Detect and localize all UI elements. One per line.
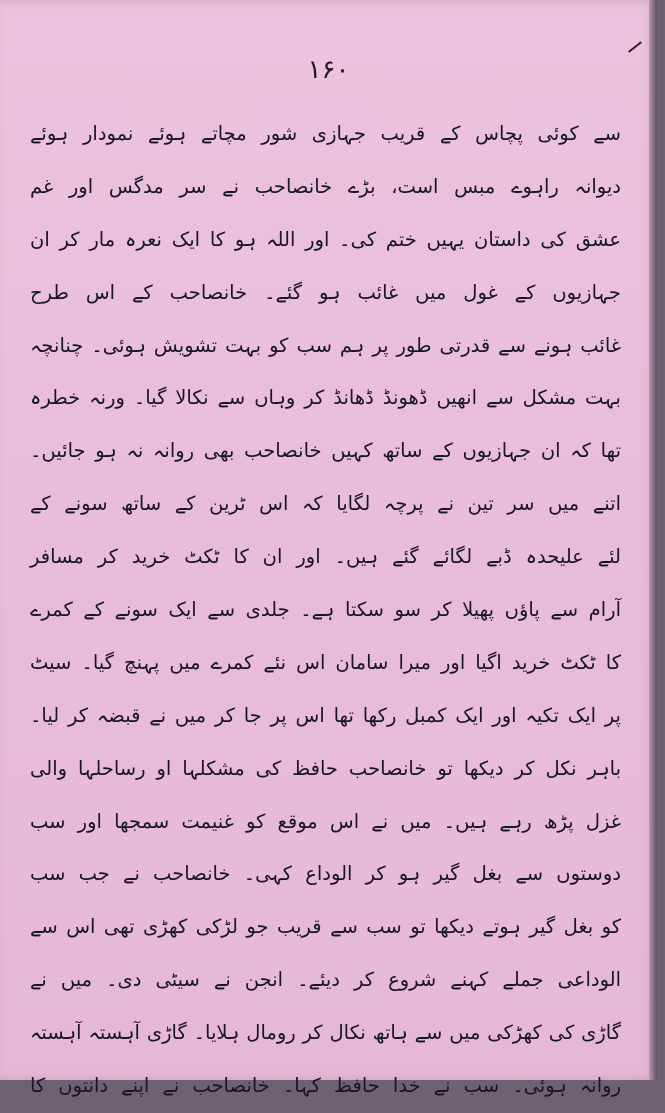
- text-line-10: آرام سے پاؤں پھیلا کر سو سکتا ہے۔ جلدی سے ایک سونے کے کمرے: [30, 598, 621, 622]
- text-line-17: الوداعی جملے کہنے شروع کر دیئے۔ انجن نے سیٹی دی۔ میں نے: [30, 968, 621, 992]
- text-line-12: پر ایک تکیہ اور ایک کمبل رکھا تھا اس پر جا کر میں نے قبضہ کر لیا۔: [30, 703, 621, 727]
- text-line-18: گاڑی کی کھڑکی میں سے ہاتھ نکال کر رومال ہلایا۔ گاڑی آہستہ آہستہ: [30, 1021, 621, 1045]
- corner-pen-mark: [628, 41, 642, 52]
- text-line-1: سے کوئی پچاس کے قریب جہازی شور مچاتے ہوئے نمودار ہوئے: [30, 122, 621, 145]
- text-line-14: غزل پڑھ رہے ہیں۔ میں نے اس موقع کو غنیمت سمجھا اور سب: [30, 809, 621, 833]
- page-edge-shadow: [649, 0, 657, 1080]
- page-number: ۱۶۰: [307, 55, 350, 85]
- text-line-9: لئے علیحدہ ڈبے لگائے گئے ہیں۔ اور ان کا ٹکٹ خرید کر مسافر: [30, 545, 621, 569]
- text-line-15: دوستوں سے بغل گیر ہو کر الوداع کہی۔ خانصاحب نے جب سب: [30, 862, 621, 886]
- text-line-4: جہازیوں کے غول میں غائب ہو گئے۔ خانصاحب کے اس طرح: [30, 280, 621, 304]
- urdu-text-block: [30, 108, 621, 1113]
- text-line-3: عشق کی داستان یہیں ختم کی۔ اور اللہ ہو کا ایک نعرہ مار کر ان: [30, 227, 621, 251]
- text-line-6: بہت مشکل سے انھیں ڈھونڈ ڈھانڈ کر وہاں سے نکالا گیا۔ ورنہ خطرہ: [30, 386, 621, 410]
- text-line-19: روانہ ہوئی۔ سب نے خدا حافظ کہا۔ خانصاحب نے اپنے دانتوں کا: [30, 1074, 621, 1098]
- text-line-16: کو بغل گیر ہوتے دیکھا تو سب سے قریب جو لڑکی کھڑی تھی اس سے: [30, 915, 621, 939]
- text-line-8: اتنے میں سر تین نے پرچہ لگایا کہ اس ٹرین کے ساتھ سونے کے: [30, 492, 621, 516]
- text-line-11: کا ٹکٹ خرید اگیا اور میرا سامان اس نئے کمرے میں پہنچ گیا۔ سیٹ: [30, 650, 621, 674]
- text-line-2: دیوانہ راہوے مبس است، بڑے خانصاحب نے سر مدگس اور غم: [30, 174, 621, 198]
- text-line-5: غائب ہونے سے قدرتی طور پر ہم سب کو بہت تشویش ہوئی۔ چنانچہ: [30, 333, 621, 357]
- text-line-7: تھا کہ ان جہازیوں کے ساتھ کہیں خانصاحب بھی روانہ نہ ہو جائیں۔: [30, 439, 621, 463]
- text-line-13: باہر نکل کر دیکھا تو خانصاحب حافظ کی مشکلہا او رساحلہا والی: [30, 756, 621, 780]
